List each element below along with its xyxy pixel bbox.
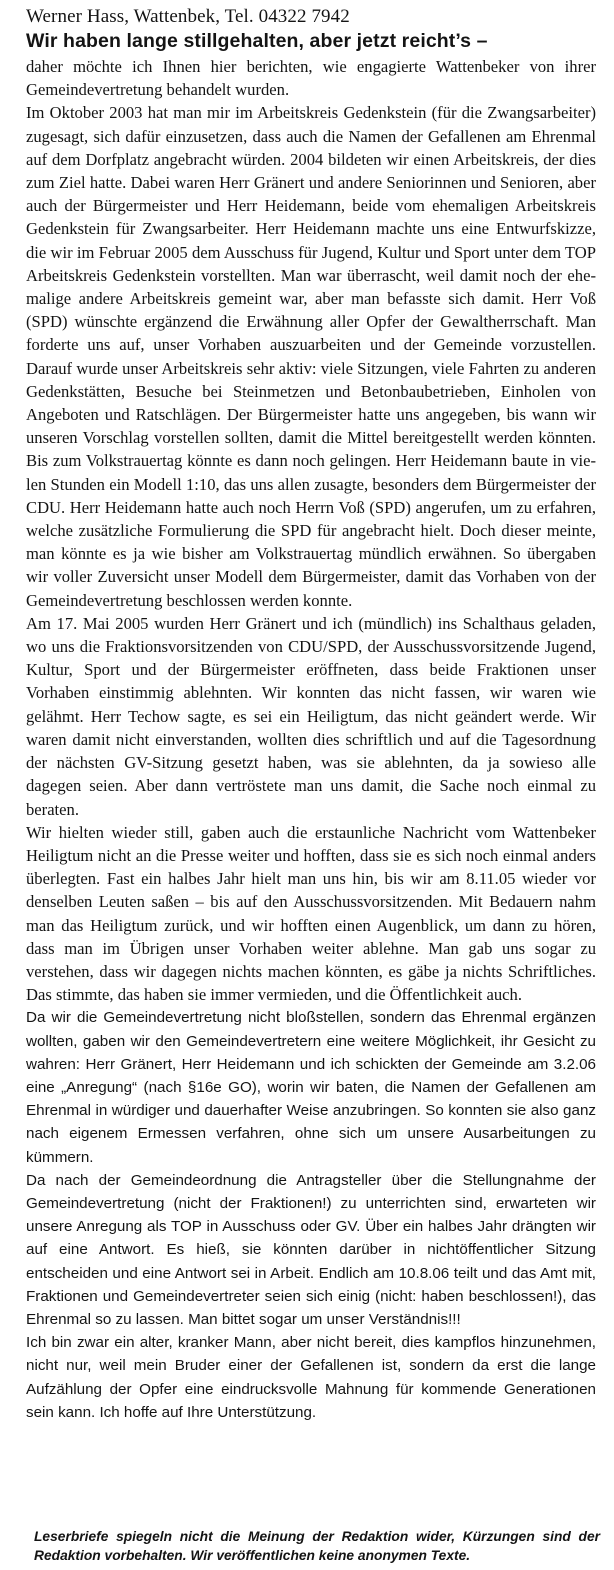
paragraph-history: Im Oktober 2003 hat man mir im Arbeitskreis Gedenkstein (für die Zwangsarbeiter) zugesagt, sich dafür einzusetzen, dass auch die Namen der Gefallenen am Ehrenmal auf dem Dorfplatz angebracht würden. 2004 bildeten wir einen Arbeitskreis, der dies zum Ziel hatte. Dabei waren Herr Gränert und andere Seniorinnen und Senioren, aber auch der Bürgermeister und Herr Heidemann, beide vom ehemaligen Arbeitskreis Gedenkstein für Zwangsarbeiter. Herr Heidemann machte uns eine Entwurfskizze, die wir im Februar 2005 dem Ausschuss für Jugend, Kultur und Sport unter dem TOP Arbeitskreis Gedenkstein vorstellten. Man war überrascht, weil damit noch der ehemalige andere Arbeitskreis gemeint war, aber man befasste sich damit. Herr Voß (SPD) wünschte ergänzend die Erwähnung aller Opfer der Gewaltherrschaft. Man forderte uns auf, unser Vorhaben auszuarbeiten und der Gemeinde vorzustellen. Darauf wurde unser Arbeitskreis sehr aktiv: viele Sitzungen, viele Fahrten zu anderen Gedenkstätten, Besuche bei Steinmetzen und Betonbaubetrieben, Einholen von Angeboten und Ratschlägen. Der Bürgermeister hatte uns angegeben, bis wann wir unseren Vorschlag vorstellen sollten, damit die Mittel bereitgestellt werden könnten. Bis zum Volkstrauertag könnte es dann noch gelingen. Herr Heidemann baute in vielen Stunden ein Modell 1:10, das uns allen zusagte, besonders dem Bürgermeister der CDU. Herr Heidemann hatte auch noch Herrn Voß (SPD) angerufen, um zu erfahren, welche zusätzliche Formulierung die SPD für angebracht hielt. Doch dieser meinte, man könnte es ja wie bisher am Volkstrauertag mündlich erwähnen. So übergaben wir voller Zuversicht unser Modell dem Bürgermeister, damit das Vorhaben von der Gemeindevertretung beschlossen werden konnte. xyxy=(26,103,596,610)
paragraph-suggestion: Da wir die Gemeindevertretung nicht bloßstellen, sondern das Ehrenmal ergänzen wollten, gaben wir den Gemeindevertretern eine weitere Möglichkeit, ihr Gesicht zu wahren: Herr Gränert, Herr Heidemann und ich schickten der Gemeinde am 3.2.06 eine „Anregung“ (nach §16e GO), worin wir baten, die Namen der Gefallenen am Ehrenmal in würdiger und dauerhafter Weise anzubringen. So konnten sie also ganz nach eigenem Ermessen verfahren, ohne sich um unsere Ausarbeitungen zu kümmern. xyxy=(26,1009,596,1166)
paragraph-waiting: Wir hielten wieder still, gaben auch die erstaunliche Nachricht vom Wattenbeker Heiligtum nicht an die Presse weiter und hofften, dass sie es sich noch einmal anders überlegten. Fast ein halbes Jahr hielt man uns hin, bis wir am 8.11.05 wieder vor denselben Leuten saßen – bis auf den Ausschussvorsitzenden. Mit Bedauern nahm man das Heiligtum zurück, und wir hofften einen Augenblick, um dann zu hören, dass man im Übrigen unser Vorhaben weiter ablehne. Man gab uns sogar zu verstehen, dass wir dagegen nichts machen könnten, es gäbe ja nichts Schriftliches. Das stimmte, das haben sie immer vermieden, und die Öffentlichkeit auch. xyxy=(26,822,596,1005)
disclaimer-line-2: Redaktion vorbehalten. Wir veröffentlichen keine anonymen Texte. xyxy=(34,1548,471,1563)
paragraph-response: Da nach der Gemeindeordnung die Antragsteller über die Stellungnahme der Gemeindevertretung (nicht der Fraktionen!) zu unterrichten sind, erwarteten wir unsere Anregung als TOP in Ausschuss oder GV. Über ein halbes Jahr drängten wir auf eine Antwort. Es hieß, sie könnten darüber in nichtöffentlicher Sitzung entscheiden und eine Antwort sei in Arbeit. Endlich am 10.8.06 teilt und das Amt mit, Fraktionen und Gemeindevertreter seien sich einig (nicht: haben beschlossen!), das Ehrenmal so zu lassen. Man bittet sogar um unser Verständnis!!! xyxy=(26,1171,596,1328)
author-byline: Werner Hass, Wattenbek, Tel. 04322 7942 xyxy=(26,6,350,27)
letter-headline: Wir haben lange stillgehalten, aber jetzt reicht’s – xyxy=(26,30,488,52)
paragraph-intro: daher möchte ich Ihnen hier berichten, wie engagierte Wattenbeker von ihrer Gemeindevertretung behandelt wurden. xyxy=(26,57,596,100)
paragraph-rejection: Am 17. Mai 2005 wurden Herr Gränert und ich (mündlich) ins Schalthaus geladen, wo uns die Fraktionsvorsitzenden von CDU/SPD, der Ausschussvorsitzende Jugend, Kultur, Sport und der Bürgermeister eröffneten, dass beide Fraktionen unser Vorhaben einstimmig ablehnten. Wir konnten das nicht fassen, wir waren wie gelähmt. Herr Techow sagte, es sei ein Heiligtum, das nicht geändert werde. Wir waren damit nicht einverstanden, wollten dies schriftlich und auf die Tagesordnung der nächsten GV-Sitzung gesetzt haben, was sie ablehnten, da ja sowieso alle dagegen seien. Aber dann vertröstete man uns damit, die Sache noch einmal zu beraten. xyxy=(26,613,596,819)
paragraph-closing: Ich bin zwar ein alter, kranker Mann, aber nicht bereit, dies kampflos hinzunehmen, nicht nur, weil mein Bruder einer der Gefallenen ist, sondern da erst die lange Aufzählung der Opfer eine eindrucksvolle Mahnung für kommende Generationen sein kann. Ich hoffe auf Ihre Unterstützung. xyxy=(26,1334,596,1421)
letter-body xyxy=(26,55,596,1424)
editorial-disclaimer xyxy=(34,1527,600,1565)
disclaimer-line-1: Leserbriefe spiegeln nicht die Meinung der Redaktion wider, Kürzungen sind der xyxy=(34,1529,600,1544)
